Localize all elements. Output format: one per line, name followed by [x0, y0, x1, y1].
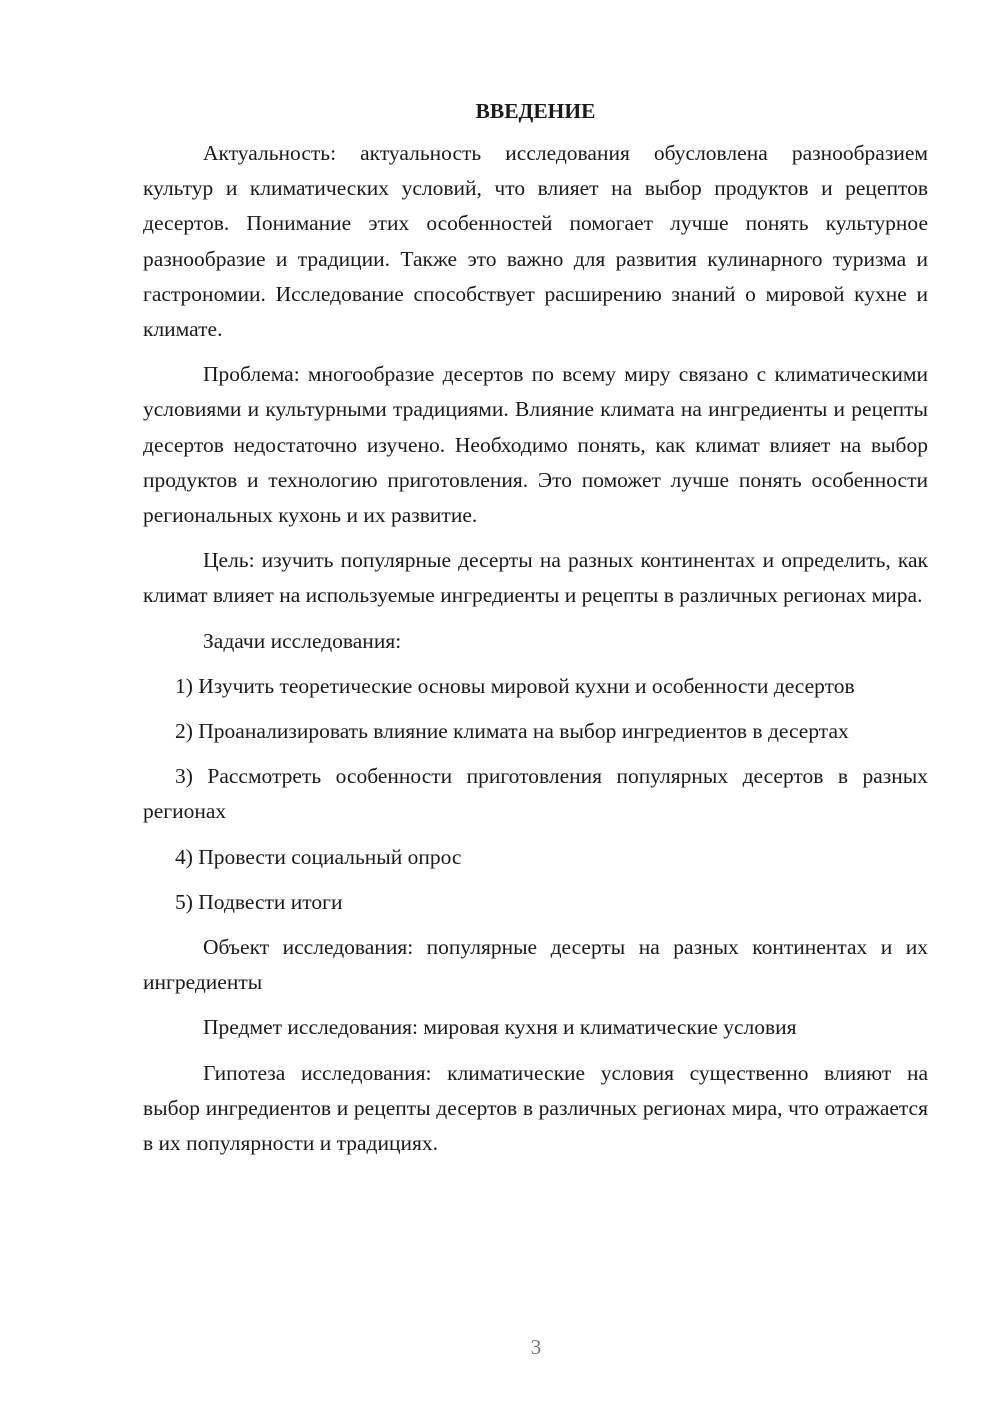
hypothesis-paragraph: Гипотеза исследования: климатические условия существенно влияют на выбор ингредиентов и рецепты десертов в различных регионах мира, что отражается в их популярности и традициях. [143, 1060, 928, 1156]
subject-paragraph: Предмет исследования: мировая кухня и климатические условия [203, 1015, 797, 1040]
tasks-heading: Задачи исследования: [203, 628, 402, 653]
task-item: 4) Провести социальный опрос [175, 844, 462, 869]
page-content [143, 96, 928, 1171]
task-item: 3) Рассмотреть особенности приготовления популярных десертов в разных регионах [143, 764, 928, 824]
goal-paragraph: Цель: изучить популярные десерты на разных континентах и определить, как климат влияет на используемые ингредиенты и рецепты в различных регионах мира. [143, 548, 928, 608]
page-title: ВВЕДЕНИЕ [475, 99, 596, 123]
task-item: 1) Изучить теоретические основы мировой кухни и особенности десертов [175, 673, 855, 698]
task-item: 5) Подвести итоги [175, 889, 343, 914]
page-number: 3 [530, 1335, 542, 1359]
relevance-paragraph: Актуальность: актуальность исследования обусловлена разнообразием культур и климатических условий, что влияет на выбор продуктов и рецептов десертов. Понимание этих особенностей помогает лучше понять культурное разнообразие и традиции. Также это важно для развития кулинарного туризма и гастрономии. Исследование способствует расширению знаний о мировой кухне и климате. [143, 141, 928, 342]
problem-paragraph: Проблема: многообразие десертов по всему миру связано с климатическими условиями и культурными традициями. Влияние климата на ингредиенты и рецепты десертов недостаточно изучено. Необходимо понять, как климат влияет на выбор продуктов и технологию приготовления. Это поможет лучше понять особенности региональных кухонь и их развитие. [143, 362, 928, 528]
object-paragraph: Объект исследования: популярные десерты на разных континентах и их ингредиенты [143, 935, 928, 995]
task-item: 2) Проанализировать влияние климата на выбор ингредиентов в десертах [175, 719, 849, 744]
